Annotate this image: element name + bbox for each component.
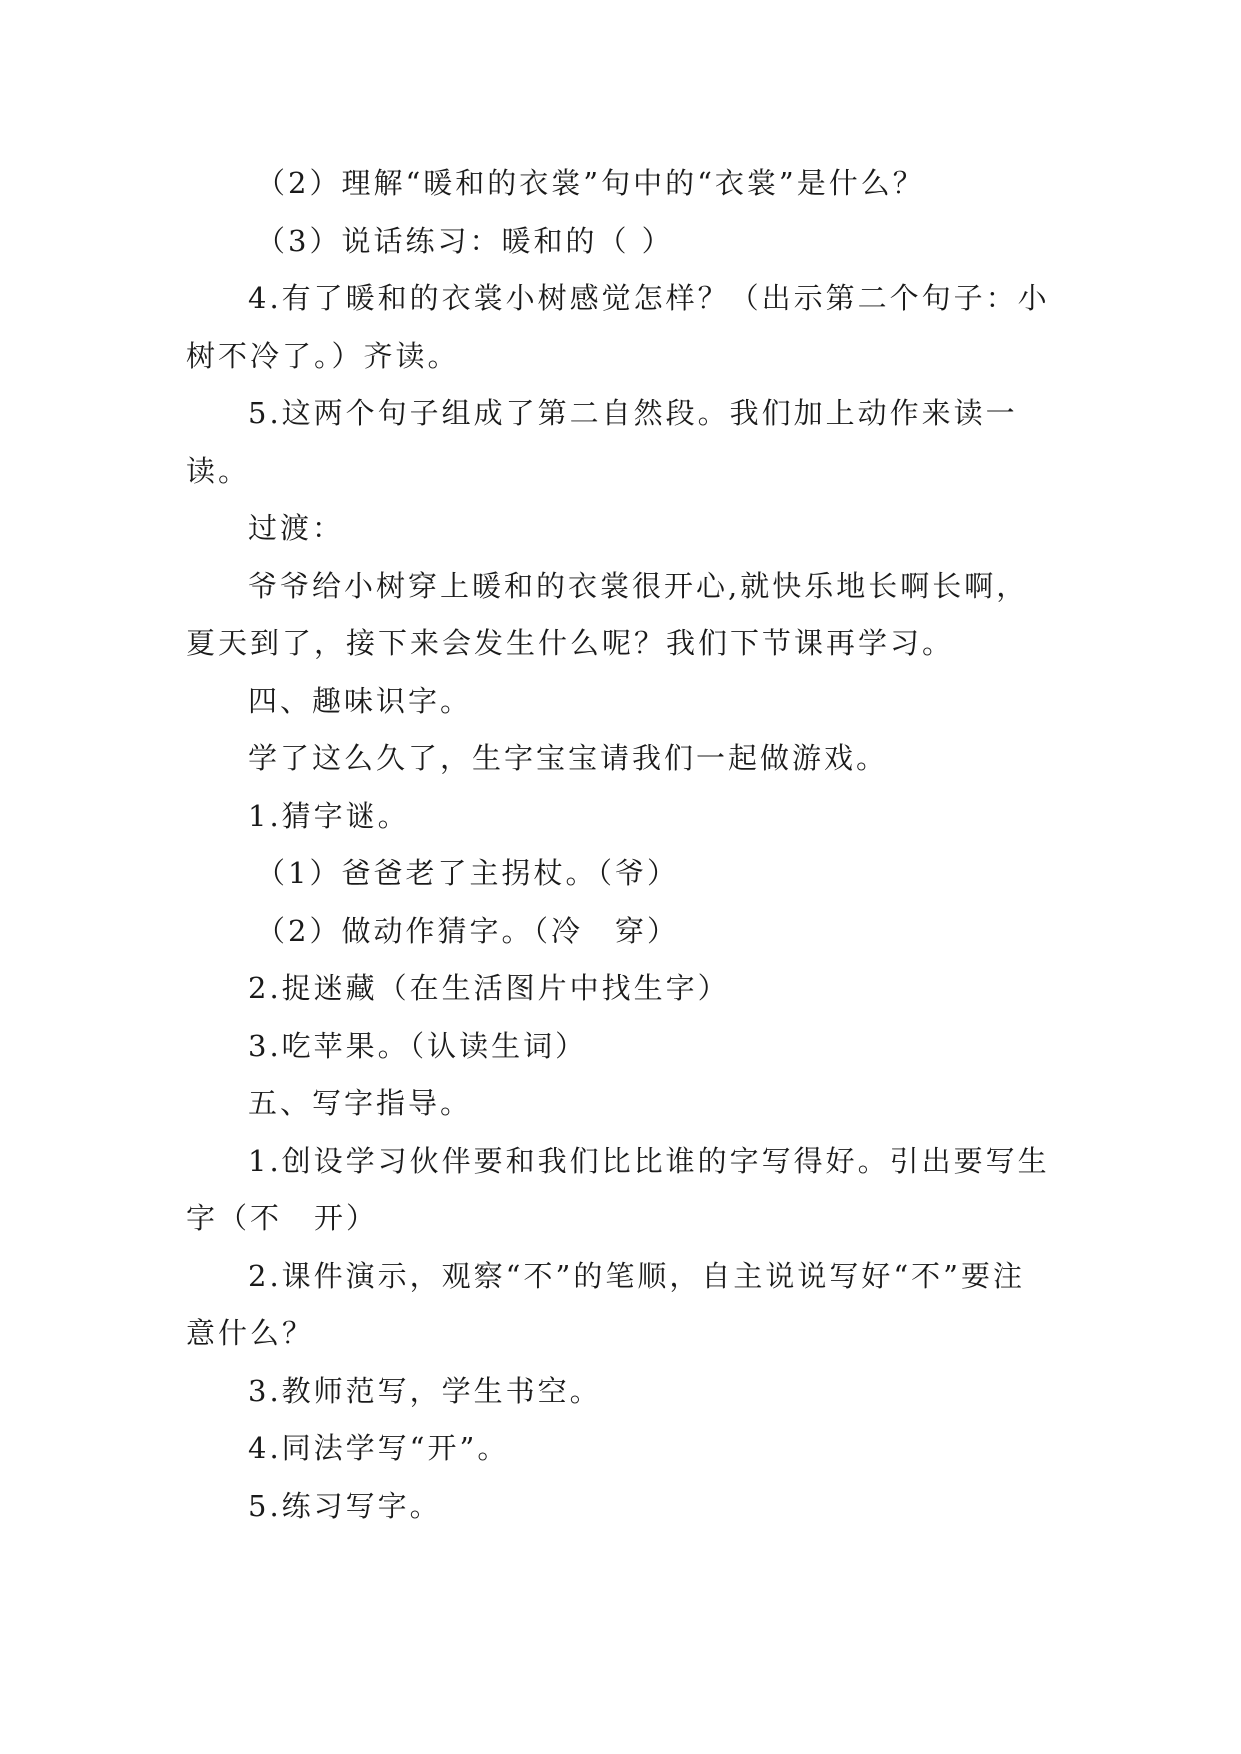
paragraph-step-4: 4.有了暖和的衣裳小树感觉怎样？（出示第二个句子：小树不冷了。）齐读。 [186,281,1050,373]
paragraph-riddle-1: （1）爸爸老了主拐杖。（爷） [256,856,679,890]
paragraph-writing-step-3: 3.教师范写，学生书空。 [248,1373,602,1408]
paragraph-writing-step-4: 4.同法学写“开”。 [248,1431,510,1465]
paragraph-transition-text: 爷爷给小树穿上暖和的衣裳很开心,就快乐地长啊长啊，夏天到了，接下来会发生什么呢？我们下节课再学习。 [186,568,1029,660]
section-heading-fun-literacy: 四、趣味识字。 [248,683,473,718]
document-body [186,155,1054,1535]
section-heading-writing-guidance: 五、写字指导。 [248,1086,473,1120]
paragraph-riddle-2: （2）做动作猜字。（冷 穿） [256,913,679,948]
paragraph-speaking-practice: （3）说话练习：暖和的（ ） [256,223,674,258]
paragraph-writing-step-2: 2.课件演示，观察“不”的笔顺，自主说说写好“不”要注意什么？ [186,1258,1025,1350]
paragraph-writing-step-1: 1.创设学习伙伴要和我们比比谁的字写得好。引出要写生字（不 开） [186,1143,1050,1235]
paragraph-hide-and-seek: 2.捉迷藏（在生活图片中找生字） [248,971,730,1005]
paragraph-transition-label: 过渡： [248,511,345,545]
paragraph-game-intro: 学了这么久了，生字宝宝请我们一起做游戏。 [248,741,889,775]
paragraph-writing-step-5: 5.练习写字。 [248,1488,442,1523]
paragraph-understand-clothes: （2）理解“暖和的衣裳”句中的“衣裳”是什么？ [256,166,925,200]
paragraph-step-5: 5.这两个句子组成了第二自然段。我们加上动作来读一读。 [186,396,1018,488]
paragraph-eat-apples: 3.吃苹果。（认读生词） [248,1028,588,1063]
paragraph-riddles: 1.猜字谜。 [248,798,410,833]
